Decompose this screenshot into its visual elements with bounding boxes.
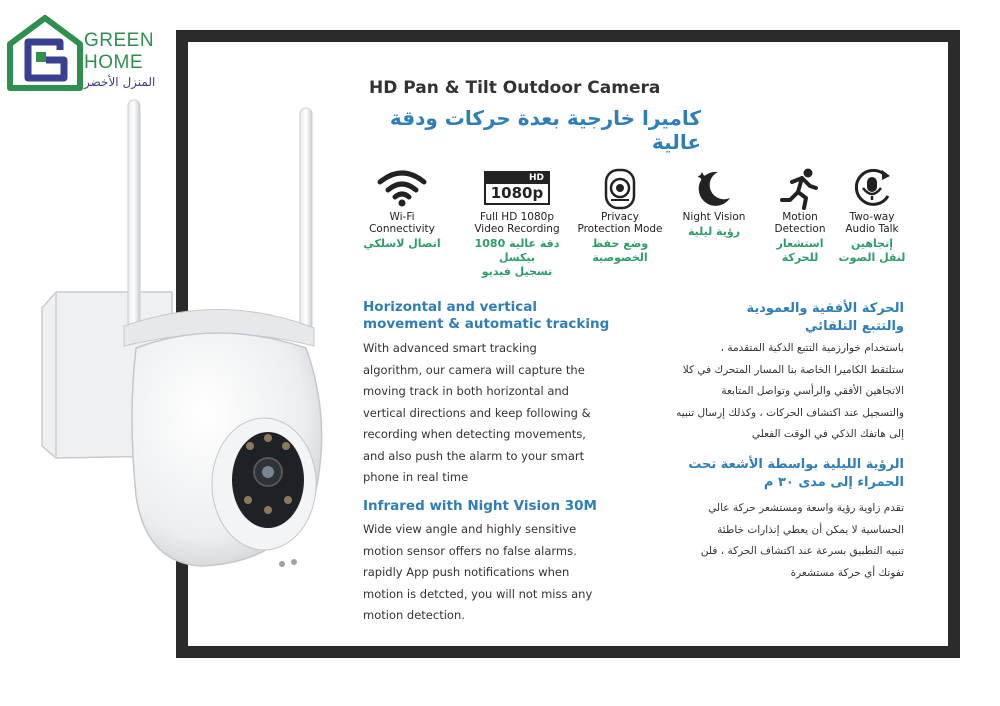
feature-motion-ar: استشعار للحركة [776, 237, 824, 264]
page-title-ar: كاميرا خارجية بعدة حركات ودقة عالية [389, 106, 701, 154]
page-title-en: HD Pan & Tilt Outdoor Camera [369, 78, 661, 98]
features-row [352, 165, 912, 278]
feature-hd [462, 165, 572, 279]
feature-wifi [352, 165, 452, 251]
section-body-tracking-ar: باستخدام خوارزمية التتبع الذكية المتقدمة ، ستلتقط الكاميرا الخاصة بنا المسار المتحرك في كلا الاتجاهين الأفقي والرأسي وتواصل المتابعة والتسجيل عند اكتشاف الحركات ، وكذلك إرسال تنبيه إلى هاتفك الذكي في الوقت الفعلي [676, 342, 904, 440]
brand-green: GREEN [84, 30, 155, 51]
feature-audio-en: Two-way Audio Talk [845, 211, 899, 235]
section-body-night-en: Wide view angle and highly sensitive motion sensor offers no false alarms. rapidly App push notifications when motion is detcted, you will not miss any motion detection. [363, 522, 593, 622]
house-g-logo-icon [6, 14, 84, 92]
brand-home: HOME [84, 52, 143, 73]
feature-privacy-ar: وضع حفظ الخصوصية [591, 237, 649, 264]
feature-night [664, 165, 764, 239]
camera-illustration [36, 96, 336, 596]
section-heading-tracking-en: Horizontal and vertical movement & automatic tracking [363, 299, 610, 332]
feature-night-ar: رؤية ليلية [687, 225, 741, 238]
feature-night-en: Night Vision [682, 211, 746, 223]
feature-hd-ar: دقة عالية 1080 بيكسل تسجيل فيديو [474, 237, 560, 278]
feature-audio-ar: إتجاهين لنقل الصوت [838, 237, 906, 264]
night-moon-icon [692, 166, 736, 210]
feature-privacy-en: Privacy Protection Mode [577, 211, 663, 235]
green-home-logo [6, 14, 176, 94]
section-heading-night-en: Infrared with Night Vision 30M [363, 498, 597, 514]
privacy-camera-icon [603, 166, 637, 210]
feature-hd-en: Full HD 1080p Video Recording [474, 211, 560, 235]
running-person-icon [778, 166, 822, 210]
feature-audio [822, 165, 922, 265]
feature-motion-en: Motion Detection [774, 211, 826, 235]
hd-1080p-icon [484, 171, 550, 205]
section-heading-tracking-ar: الحركة الأفقية والعمودية والتتبع التلقائي [746, 301, 904, 334]
two-way-audio-icon [850, 166, 894, 210]
wifi-icon [376, 168, 428, 208]
feature-wifi-en: Wi-Fi Connectivity [369, 211, 435, 235]
hd-badge-top: HD [486, 173, 548, 184]
section-body-night-ar: تقدم زاوية رؤية واسعة ومستشعر حركة عالي الحساسية لا يمكن أن يعطي إنذارات خاطئة تنبيه التطبيق بسرعة عند اكتشاف الحركة ، فلن تفوتك أي حركة مستشعرة [700, 502, 904, 579]
feature-privacy [570, 165, 670, 265]
feature-wifi-ar: اتصال لاسلكي [363, 237, 441, 250]
brand-arabic: المنزل الأخضر [84, 75, 156, 89]
section-body-tracking-en: With advanced smart tracking algorithm, our camera will capture the moving track in both horizontal and vertical directions and keep following & recording when detecting movements, and also push the alarm to your smart phone in real time [363, 341, 591, 484]
section-heading-night-ar: الرؤية الليلية بواسطة الأشعة تحت الحمراء إلى مدى ٣٠ م [688, 457, 904, 490]
hd-badge-main: 1080p [490, 184, 544, 202]
